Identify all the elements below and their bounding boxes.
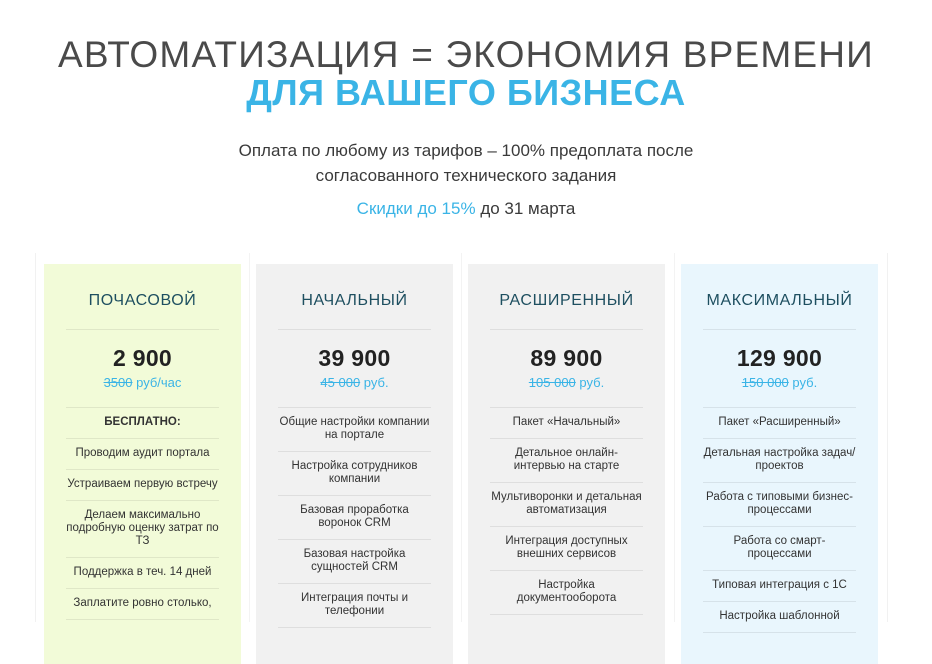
old-price-value: 105 000 xyxy=(528,375,576,390)
feature-list xyxy=(278,408,431,628)
feature-item: Заплатите ровно столько, xyxy=(66,589,219,620)
old-price-value: 150 000 xyxy=(741,375,789,390)
feature-item: Детальная настройка задач/проектов xyxy=(703,439,856,483)
feature-item: Работа с типовыми бизнес-процессами xyxy=(703,483,856,527)
price-unit: руб. xyxy=(575,375,605,390)
feature-item: Настройка шаблонной xyxy=(703,602,856,633)
column-divider xyxy=(249,253,250,622)
feature-item: Пакет «Расширенный» xyxy=(703,408,856,439)
plan-card-hourly[interactable] xyxy=(44,264,241,664)
plan-price: 129 900 xyxy=(736,345,823,371)
column-divider xyxy=(461,253,462,622)
discount-deadline: до 31 марта xyxy=(475,199,576,218)
plan-card-extended[interactable] xyxy=(468,264,665,664)
old-price-value: 3500 xyxy=(103,375,133,390)
price-unit: руб. xyxy=(360,375,389,390)
plan-name: РАСШИРЕННЫЙ xyxy=(499,292,634,309)
plan-price: 39 900 xyxy=(318,345,391,371)
feature-item: Настройка сотрудников компании xyxy=(278,452,431,496)
feature-list xyxy=(703,408,856,633)
feature-list xyxy=(490,408,643,615)
feature-item: Делаем максимально подробную оценку затрат по ТЗ xyxy=(66,501,219,558)
price-unit: руб. xyxy=(788,375,818,390)
divider xyxy=(703,329,856,330)
divider xyxy=(278,329,431,330)
feature-item: БЕСПЛАТНО: xyxy=(66,408,219,439)
divider xyxy=(66,329,219,330)
plan-name: НАЧАЛЬНЫЙ xyxy=(301,292,408,309)
feature-item: Проводим аудит портала xyxy=(66,439,219,470)
plan-card-basic[interactable] xyxy=(256,264,453,664)
old-price-value: 45 000 xyxy=(320,375,361,390)
plan-name: ПОЧАСОВОЙ xyxy=(88,292,197,309)
plan-old-price xyxy=(490,375,643,391)
feature-item: Устраиваем первую встречу xyxy=(66,470,219,501)
plan-price: 89 900 xyxy=(530,345,603,371)
feature-list xyxy=(66,408,219,620)
feature-item: Типовая интеграция с 1С xyxy=(703,571,856,602)
page-title-line2: ДЛЯ ВАШЕГО БИЗНЕСА xyxy=(246,72,686,113)
plan-name: МАКСИМАЛЬНЫЙ xyxy=(706,292,853,309)
payment-note xyxy=(0,138,932,188)
feature-item: Интеграция почты и телефонии xyxy=(278,584,431,628)
feature-item: Поддержка в теч. 14 дней xyxy=(66,558,219,589)
column-divider xyxy=(674,253,675,622)
feature-item: Интеграция доступных внешних сервисов xyxy=(490,527,643,571)
page-title-line1: АВТОМАТИЗАЦИЯ = ЭКОНОМИЯ ВРЕМЕНИ xyxy=(58,34,874,75)
price-unit: руб/час xyxy=(132,375,182,390)
payment-note-line1: Оплата по любому из тарифов – 100% предоплата после xyxy=(238,141,694,160)
divider xyxy=(490,329,643,330)
pricing-section xyxy=(35,253,888,622)
plan-price: 2 900 xyxy=(112,345,173,371)
feature-item: Базовая настройка сущностей CRM xyxy=(278,540,431,584)
plan-old-price xyxy=(278,375,431,391)
feature-item: Общие настройки компании на портале xyxy=(278,408,431,452)
plan-old-price xyxy=(66,375,219,391)
feature-item: Пакет «Начальный» xyxy=(490,408,643,439)
feature-item: Детальное онлайн-интервью на старте xyxy=(490,439,643,483)
plan-old-price xyxy=(703,375,856,391)
feature-item: Базовая проработка воронок CRM xyxy=(278,496,431,540)
payment-note-line2: согласованного технического задания xyxy=(315,166,617,185)
feature-item: Настройка документооборота xyxy=(490,571,643,615)
feature-item: Работа со смарт-процессами xyxy=(703,527,856,571)
discount-accent: Скидки до 15% xyxy=(356,199,476,218)
feature-item: Мультиворонки и детальная автоматизация xyxy=(490,483,643,527)
plan-card-maximum[interactable] xyxy=(681,264,878,664)
discount-note xyxy=(0,199,932,219)
